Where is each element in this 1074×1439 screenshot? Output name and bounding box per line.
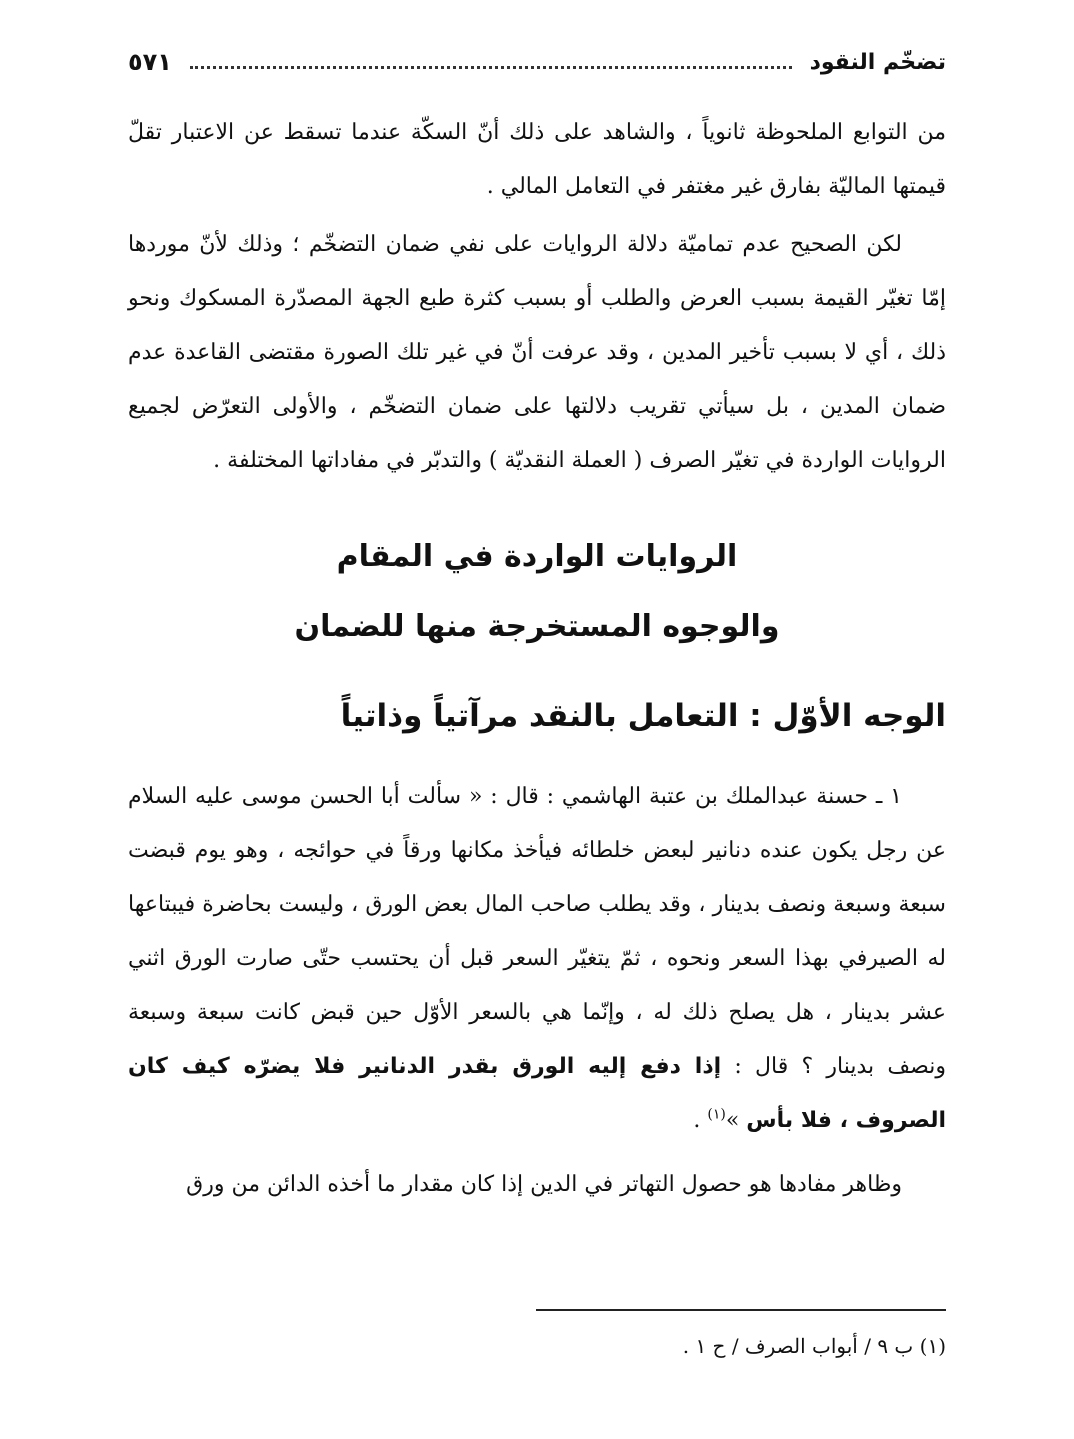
narration-end: . bbox=[693, 1108, 708, 1133]
paragraph-1: من التوابع الملحوظة ثانوياً ، والشاهد على ذلك أنّ السكّة عندما تسقط عن الاعتبار تقلّ قيمتها الماليّة بفارق غير مغتفر في التعامل المالي . bbox=[128, 120, 946, 199]
running-header bbox=[128, 40, 946, 84]
narration-answer-bold: إذا دفع إليه الورق بقدر الدنانير فلا يضرّه كيف كان الصروف ، فلا بأس bbox=[128, 1054, 946, 1133]
narration-quote-close: » bbox=[725, 1108, 747, 1133]
paragraph-4: وظاهر مفادها هو حصول التهاتر في الدين إذا كان مقدار ما أخذه الدائن من ورق bbox=[186, 1172, 902, 1197]
narration-text: ١ ـ حسنة عبدالملك بن عتبة الهاشمي : قال : « سألت أبا الحسن موسى عليه السلام عن رجل يكون عنده دنانير لبعض خلطائه فيأخذ مكانها ورقاً في حوائجه ، وهو يوم قبضت سبعة وسبعة ونصف بدينار ، وقد يطلب صاحب المال بعض الورق ، وليست بحاضرة فيبتاعها له الصيرفي بهذا السعر ونحوه ، ثمّ يتغيّر السعر قبل أن يحتسب حتّى صارت الورق اثني عشر بدينار ، هل يصلح ذلك له ، وإنّما هي بالسعر الأوّل حين قبض كانت سبعة وسبعة ونصف بدينار ؟ قال : bbox=[128, 784, 946, 1079]
subsection-heading: الوجه الأوّل : التعامل بالنقد مرآتياً وذاتياً bbox=[340, 698, 946, 734]
section-heading-line-2: والوجوه المستخرجة منها للضمان bbox=[294, 609, 780, 644]
section-heading-line-1: الروايات الواردة في المقام bbox=[336, 539, 738, 574]
book-page bbox=[128, 40, 946, 1439]
header-dot-leader bbox=[190, 56, 792, 69]
footnote-1: (١) ب ٩ / أبواب الصرف / ح ١ . bbox=[682, 1334, 946, 1358]
footnote-reference: (١) bbox=[707, 1106, 726, 1123]
paragraph-2: لكن الصحيح عدم تماميّة دلالة الروايات على نفي ضمان التضخّم ؛ وذلك لأنّ موردها إمّا تغيّر القيمة بسبب العرض والطلب أو بسبب كثرة طبع الجهة المصدّرة المسكوك ونحو ذلك ، أي لا بسبب تأخير المدين ، وقد عرفت أنّ في غير تلك الصورة مقتضى القاعدة عدم ضمان المدين ، بل سيأتي تقريب دلالتها على ضمان التضخّم ، والأولى التعرّض لجميع الروايات الواردة في تغيّر الصرف ( العملة النقديّة ) والتدبّر في مفاداتها المختلفة . bbox=[128, 232, 946, 473]
footnote-separator bbox=[536, 1309, 946, 1311]
narration-paragraph bbox=[128, 770, 946, 1148]
page-number: ٥٧١ bbox=[128, 48, 172, 76]
chapter-title: تضخّم النقود bbox=[809, 49, 946, 75]
